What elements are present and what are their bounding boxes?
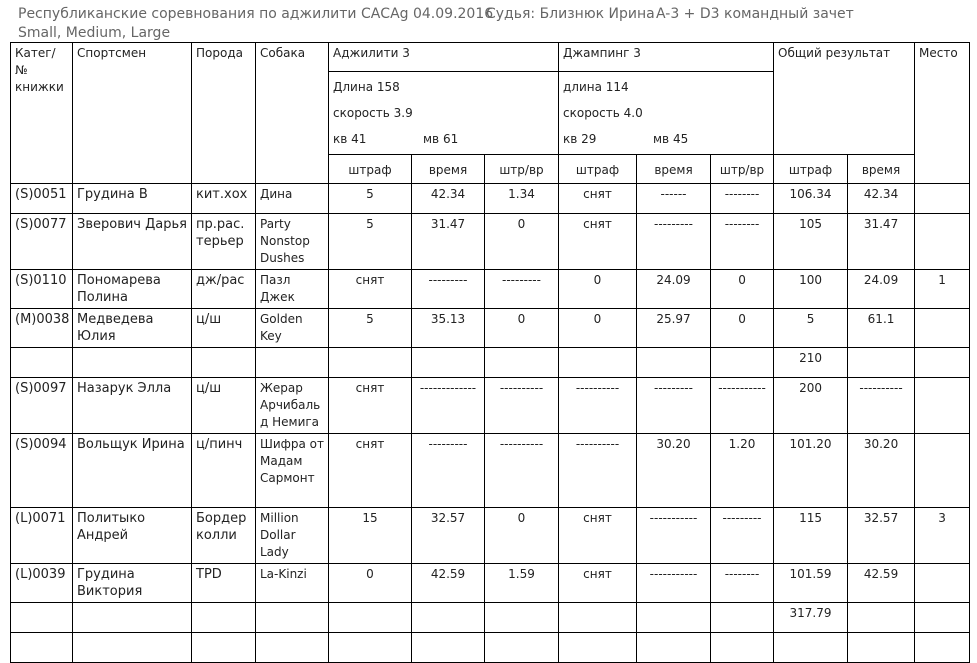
jumping-penalty-cell: снят xyxy=(559,214,637,270)
team-standing-label: командный зачет xyxy=(724,6,854,22)
dog-cell xyxy=(256,603,329,633)
total-penalty-cell: 101.20 xyxy=(774,434,848,508)
place-cell xyxy=(915,603,970,633)
category-cell xyxy=(11,633,73,663)
agility-penalty-cell xyxy=(329,348,412,378)
table-row xyxy=(11,378,970,434)
dog-cell: Пазл Джек xyxy=(256,270,329,309)
jumping-course-info xyxy=(559,72,774,155)
dog-cell: Party Nonstop Dushes xyxy=(256,214,329,270)
athlete-cell: Грудина В xyxy=(73,184,192,214)
jumping-pen-time-cell: -------- xyxy=(711,564,774,603)
breed-cell: TPD xyxy=(192,564,256,603)
breed-cell: Бордер колли xyxy=(192,508,256,564)
jumping-penalty-cell xyxy=(559,633,637,663)
total-time-cell xyxy=(848,633,915,663)
athlete-cell: Грудина Виктория xyxy=(73,564,192,603)
jumping-time-cell: 24.09 xyxy=(637,270,711,309)
jumping-time-cell: ----------- xyxy=(637,564,711,603)
total-penalty-cell: 101.59 xyxy=(774,564,848,603)
agility-time-cell: 42.59 xyxy=(412,564,485,603)
col-header-place: Место xyxy=(915,43,970,184)
results-table xyxy=(10,42,970,663)
category-cell: (M)0038 xyxy=(11,309,73,348)
agility-time-cell xyxy=(412,633,485,663)
jumping-kv: кв 29 xyxy=(563,132,597,146)
dog-cell xyxy=(256,348,329,378)
table-row xyxy=(11,309,970,348)
place-cell: 3 xyxy=(915,508,970,564)
total-penalty-cell xyxy=(774,633,848,663)
place-cell: 1 xyxy=(915,270,970,309)
jumping-pen-time-cell: --------- xyxy=(711,508,774,564)
total-penalty-cell: 105 xyxy=(774,214,848,270)
category-cell: (S)0077 xyxy=(11,214,73,270)
agility-time-header: время xyxy=(412,155,485,184)
agility-penalty-cell: снят xyxy=(329,270,412,309)
category-cell: (S)0110 xyxy=(11,270,73,309)
dog-cell xyxy=(256,633,329,663)
col-header-agility: Аджилити 3 xyxy=(329,43,559,72)
jumping-pen-time-cell: -------- xyxy=(711,184,774,214)
jumping-time-cell: 30.20 xyxy=(637,434,711,508)
place-cell xyxy=(915,214,970,270)
agility-time-cell: 42.34 xyxy=(412,184,485,214)
total-time-cell: 42.59 xyxy=(848,564,915,603)
col-header-total: Общий результат xyxy=(774,43,915,155)
jumping-penalty-cell: 0 xyxy=(559,270,637,309)
breed-cell: ц/ш xyxy=(192,378,256,434)
dog-cell: La-Kinzi xyxy=(256,564,329,603)
table-row xyxy=(11,214,970,270)
category-cell: (L)0071 xyxy=(11,508,73,564)
jumping-length: длина 114 xyxy=(563,80,629,94)
total-time-cell: 61.1 xyxy=(848,309,915,348)
total-penalty-cell: 115 xyxy=(774,508,848,564)
athlete-cell: Пономарева Полина xyxy=(73,270,192,309)
total-time-header: время xyxy=(848,155,915,184)
jumping-speed: скорость 4.0 xyxy=(563,106,643,120)
place-cell xyxy=(915,633,970,663)
breed-cell: кит.хох xyxy=(192,184,256,214)
agility-penalty-cell: снят xyxy=(329,378,412,434)
agility-pen-time-cell xyxy=(485,348,559,378)
jumping-penalty-cell xyxy=(559,348,637,378)
total-penalty-cell: 100 xyxy=(774,270,848,309)
category-cell xyxy=(11,348,73,378)
jumping-time-cell: ----------- xyxy=(637,508,711,564)
athlete-cell xyxy=(73,633,192,663)
results-body xyxy=(11,184,970,663)
agility-penalty-cell: снят xyxy=(329,434,412,508)
agility-course-info xyxy=(329,72,559,155)
agility-pen-time-cell xyxy=(485,633,559,663)
place-cell xyxy=(915,309,970,348)
athlete-cell: Политыко Андрей xyxy=(73,508,192,564)
jumping-time-cell: --------- xyxy=(637,214,711,270)
table-row xyxy=(11,270,970,309)
place-cell xyxy=(915,378,970,434)
col-header-jumping: Джампинг 3 xyxy=(559,43,774,72)
jumping-pen-time-cell: ----------- xyxy=(711,378,774,434)
agility-time-cell: 31.47 xyxy=(412,214,485,270)
agility-time-cell xyxy=(412,603,485,633)
header-row xyxy=(11,43,970,72)
athlete-cell: Медведева Юлия xyxy=(73,309,192,348)
jumping-pen-time-cell: 1.20 xyxy=(711,434,774,508)
jumping-time-cell: --------- xyxy=(637,378,711,434)
table-row xyxy=(11,434,970,508)
athlete-cell xyxy=(73,348,192,378)
total-time-cell: ---------- xyxy=(848,378,915,434)
place-cell xyxy=(915,348,970,378)
table-row xyxy=(11,564,970,603)
agility-pen-time-cell: 0 xyxy=(485,508,559,564)
agility-speed: скорость 3.9 xyxy=(333,106,413,120)
dog-cell: Шифра от Мадам Сармонт xyxy=(256,434,329,508)
agility-time-cell: --------- xyxy=(412,434,485,508)
athlete-cell: Вольщук Ирина xyxy=(73,434,192,508)
jumping-time-header: время xyxy=(637,155,711,184)
place-cell xyxy=(915,184,970,214)
competition-title: Республиканские соревнования по аджилити САСАg 04.09.2016 xyxy=(18,6,494,22)
jumping-pen-time-header: штр/вр xyxy=(711,155,774,184)
judge-name: Судья: Близнюк Ирина xyxy=(486,6,655,22)
agility-time-cell: ------------- xyxy=(412,378,485,434)
agility-pen-time-cell: 1.59 xyxy=(485,564,559,603)
agility-penalty-cell xyxy=(329,633,412,663)
category-cell: (S)0097 xyxy=(11,378,73,434)
total-penalty-cell: 210 xyxy=(774,348,848,378)
total-time-cell: 32.57 xyxy=(848,508,915,564)
agility-mv: мв 61 xyxy=(423,132,459,146)
jumping-time-cell xyxy=(637,633,711,663)
jumping-penalty-cell: снят xyxy=(559,184,637,214)
agility-time-cell: 32.57 xyxy=(412,508,485,564)
agility-time-cell xyxy=(412,348,485,378)
col-header-dog: Собака xyxy=(256,43,329,184)
agility-pen-time-cell: ---------- xyxy=(485,378,559,434)
breed-cell xyxy=(192,633,256,663)
jumping-pen-time-cell: 0 xyxy=(711,270,774,309)
jumping-limits xyxy=(563,126,769,152)
total-time-cell xyxy=(848,603,915,633)
size-categories: Small, Medium, Large xyxy=(18,25,171,41)
jumping-pen-time-cell xyxy=(711,603,774,633)
jumping-penalty-cell: ---------- xyxy=(559,434,637,508)
jumping-pen-time-cell: 0 xyxy=(711,309,774,348)
agility-penalty-cell: 15 xyxy=(329,508,412,564)
athlete-cell: Назарук Элла xyxy=(73,378,192,434)
agility-pen-time-cell xyxy=(485,603,559,633)
jumping-penalty-cell: снят xyxy=(559,564,637,603)
place-cell xyxy=(915,434,970,508)
agility-pen-time-cell: --------- xyxy=(485,270,559,309)
breed-cell: пр.рас. терьер xyxy=(192,214,256,270)
agility-pen-time-cell: ---------- xyxy=(485,434,559,508)
jumping-penalty-cell: 0 xyxy=(559,309,637,348)
table-row xyxy=(11,603,970,633)
jumping-pen-time-cell xyxy=(711,633,774,663)
table-row xyxy=(11,348,970,378)
breed-cell xyxy=(192,603,256,633)
agility-kv: кв 41 xyxy=(333,132,367,146)
table-row xyxy=(11,633,970,663)
agility-pen-time-cell: 0 xyxy=(485,214,559,270)
total-time-cell: 30.20 xyxy=(848,434,915,508)
total-penalty-cell: 5 xyxy=(774,309,848,348)
total-penalty-cell: 200 xyxy=(774,378,848,434)
agility-pen-time-cell: 1.34 xyxy=(485,184,559,214)
athlete-cell xyxy=(73,603,192,633)
category-cell: (L)0039 xyxy=(11,564,73,603)
jumping-penalty-cell xyxy=(559,603,637,633)
col-header-breed: Порода xyxy=(192,43,256,184)
jumping-time-cell: 25.97 xyxy=(637,309,711,348)
jumping-pen-time-cell xyxy=(711,348,774,378)
total-time-cell: 31.47 xyxy=(848,214,915,270)
agility-penalty-cell: 5 xyxy=(329,214,412,270)
table-row xyxy=(11,184,970,214)
breed-cell: ц/ш xyxy=(192,309,256,348)
agility-penalty-header: штраф xyxy=(329,155,412,184)
category-cell xyxy=(11,603,73,633)
total-time-cell: 42.34 xyxy=(848,184,915,214)
breed-cell xyxy=(192,348,256,378)
class-label: A-3 + D3 xyxy=(656,6,720,22)
jumping-penalty-cell: ---------- xyxy=(559,378,637,434)
col-header-athlete: Спортсмен xyxy=(73,43,192,184)
total-penalty-cell: 317.79 xyxy=(774,603,848,633)
agility-penalty-cell: 0 xyxy=(329,564,412,603)
jumping-pen-time-cell: -------- xyxy=(711,214,774,270)
agility-pen-time-header: штр/вр xyxy=(485,155,559,184)
category-cell: (S)0094 xyxy=(11,434,73,508)
breed-cell: ц/пинч xyxy=(192,434,256,508)
jumping-time-cell xyxy=(637,603,711,633)
jumping-penalty-cell: снят xyxy=(559,508,637,564)
dog-cell: Million Dollar Lady xyxy=(256,508,329,564)
total-time-cell xyxy=(848,348,915,378)
dog-cell: Жерар Арчибаль д Немига xyxy=(256,378,329,434)
jumping-time-cell xyxy=(637,348,711,378)
jumping-penalty-header: штраф xyxy=(559,155,637,184)
agility-time-cell: 35.13 xyxy=(412,309,485,348)
agility-limits xyxy=(333,126,554,152)
dog-cell: Golden Key xyxy=(256,309,329,348)
dog-cell: Дина xyxy=(256,184,329,214)
athlete-cell: Зверович Дарья xyxy=(73,214,192,270)
total-penalty-header: штраф xyxy=(774,155,848,184)
total-time-cell: 24.09 xyxy=(848,270,915,309)
agility-length: Длина 158 xyxy=(333,80,400,94)
category-cell: (S)0051 xyxy=(11,184,73,214)
place-cell xyxy=(915,564,970,603)
jumping-time-cell: ------ xyxy=(637,184,711,214)
agility-penalty-cell xyxy=(329,603,412,633)
jumping-mv: мв 45 xyxy=(653,132,689,146)
agility-penalty-cell: 5 xyxy=(329,309,412,348)
agility-pen-time-cell: 0 xyxy=(485,309,559,348)
total-penalty-cell: 106.34 xyxy=(774,184,848,214)
agility-time-cell: --------- xyxy=(412,270,485,309)
col-header-category: Катег/ № книжки xyxy=(11,43,73,184)
breed-cell: дж/рас xyxy=(192,270,256,309)
agility-penalty-cell: 5 xyxy=(329,184,412,214)
table-row xyxy=(11,508,970,564)
